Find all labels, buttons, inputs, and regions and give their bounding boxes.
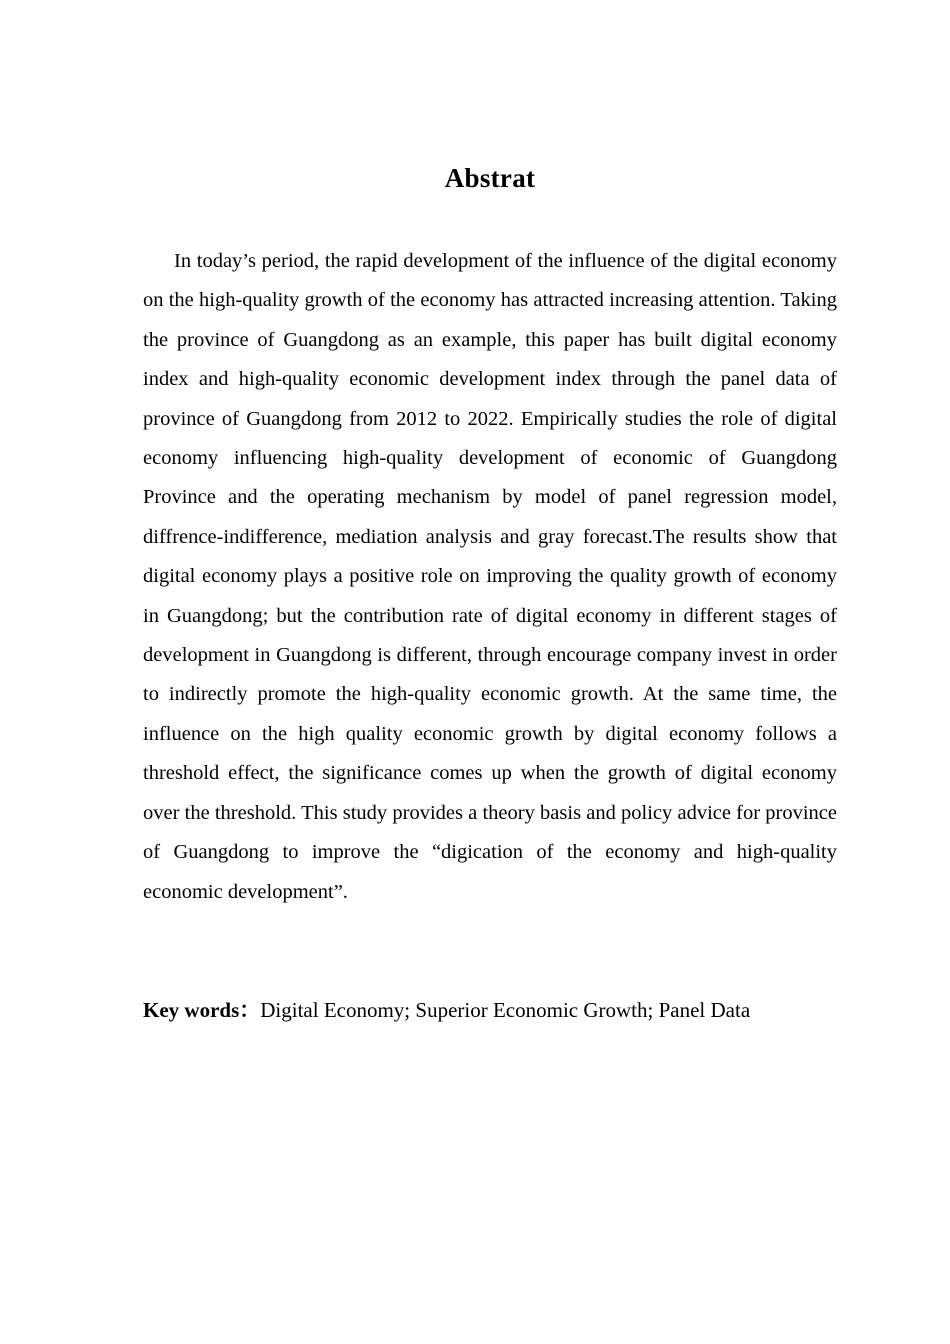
keywords-text: Digital Economy; Superior Economic Growth; Panel Data bbox=[260, 998, 751, 1022]
abstract-title: Abstrat bbox=[444, 163, 536, 193]
abstract-paragraph: In today’s period, the rapid development of the influence of the digital economy on the high-quality growth of the economy has attracted increasing attention. Taking the province of Guangdong as an example, this paper has built digital economy index and high-quality economic development index through the panel data of province of Guangdong from 2012 to 2022. Empirically studies the role of digital economy influencing high-quality development of economic of Guangdong Province and the operating mechanism by model of panel regression model, diffrence-indifference, mediation analysis and gray forecast.The results show that digital economy plays a positive role on improving the quality growth of economy in Guangdong; but the contribution rate of digital economy in different stages of development in Guangdong is different, through encourage company invest in order to indirectly promote the high-quality economic growth. At the same time, the influence on the high quality economic growth by digital economy follows a threshold effect, the significance comes up when the growth of digital economy over the threshold. This study provides a theory basis and policy advice for province of Guangdong to improve the “digication of the economy and high-quality economic development”. bbox=[143, 250, 837, 903]
keywords-line bbox=[143, 991, 837, 1030]
keywords-label: Key words： bbox=[143, 998, 261, 1022]
